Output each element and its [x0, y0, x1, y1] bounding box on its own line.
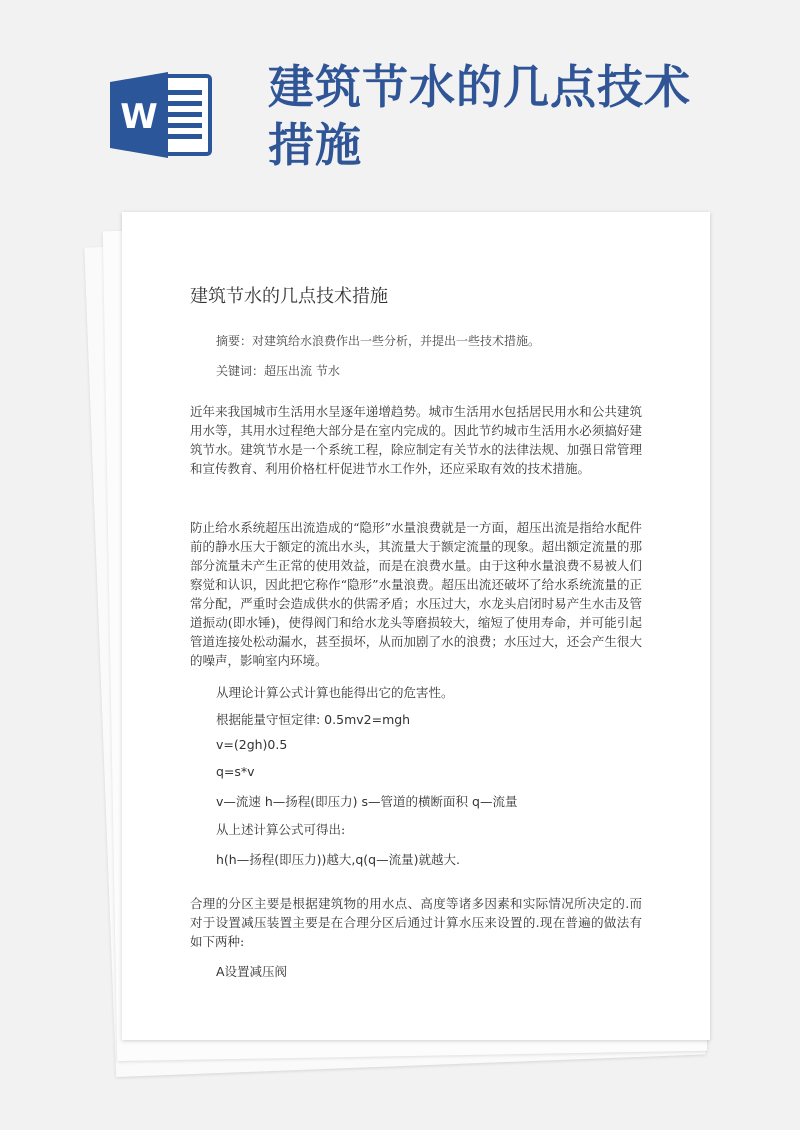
page-title: 建筑节水的几点技术措施: [268, 60, 691, 172]
paragraph: 防止给水系统超压出流造成的“隐形”水量浪费就是一方面，超压出流是指给水配件前的静水压大于额定的流出水头，其流量大于额定流量的现象。超出额定流量的那部分流量未产生正常的使用效益，而是在浪费水量。由于这种水量浪费不易被人们察觉和认识，因此把它称作“隐形”水量浪费。超压出流还破坏了给水系统流量的正常分配，严重时会造成供水的供需矛盾；水压过大，水龙头启闭时易产生水击及管道振动(即水锤)，使得阀门和给水龙头等磨损较大，缩短了使用寿命，并可能引起管道连接处松动漏水，甚至损坏，从而加剧了水的浪费；水压过大，还会产生很大的噪声，影响室内环境。: [190, 520, 642, 668]
keywords: 关键词：超压出流 节水: [216, 364, 340, 378]
document-page: [122, 212, 710, 1040]
abstract: 摘要：对建筑给水浪费作出一些分析，并提出一些技术措施。: [216, 334, 541, 348]
section-heading: A设置减压阀: [216, 964, 288, 979]
text-line: 从理论计算公式计算也能得出它的危害性。: [216, 685, 454, 700]
word-icon: [110, 72, 212, 158]
paragraph: 合理的分区主要是根据建筑物的用水点、高度等诸多因素和实际情况所决定的.而对于设置减压装置主要是在合理分区后通过计算水压来设置的.现在普遍的做法有如下两种:: [190, 896, 642, 949]
text-line: 从上述计算公式可得出:: [216, 822, 346, 837]
document-title: 建筑节水的几点技术措施: [190, 286, 388, 307]
formula-line: q=s*v: [216, 764, 255, 779]
svg-text:W: W: [120, 97, 158, 137]
paragraph: 近年来我国城市生活用水呈逐年递增趋势。城市生活用水包括居民用水和公共建筑用水等，其用水过程绝大部分是在室内完成的。因此节约城市生活用水必须搞好建筑节水。建筑节水是一个系统工程，除应制定有关节水的法律法规、加强日常管理和宣传教育、利用价格杠杆促进节水工作外，还应采取有效的技术措施。: [190, 404, 642, 476]
formula-line: v=(2gh)0.5: [216, 737, 288, 752]
text-line: v—流速 h—扬程(即压力) s—管道的横断面积 q—流量: [216, 794, 518, 809]
text-line: h(h—扬程(即压力))越大,q(q—流量)就越大.: [216, 852, 460, 867]
formula-line: 根据能量守恒定律: 0.5mv2=mgh: [216, 712, 411, 727]
